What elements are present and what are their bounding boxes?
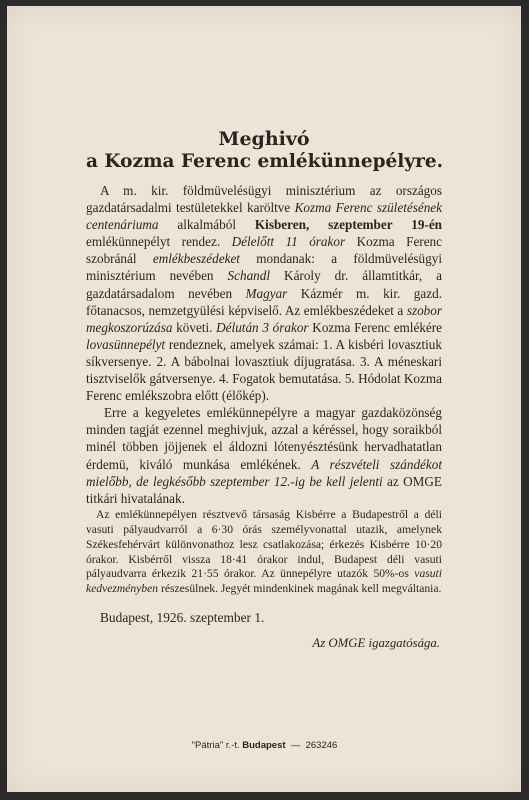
printer-imprint [0,740,529,751]
text-span: Kozma Ferenc szobránál [86,234,442,267]
text-span: emlékünnepélyt rendez. [86,234,232,250]
emphasis-registration-deadline: A részvételi szándékot mielőbb, de legkésőbb szeptember 12.-ig be kell jelenti [86,456,442,489]
text-span: Károly dr. államtitkár, a gazdatársadalom nevében [86,268,442,301]
text-span: Kozma Ferenc emlékére [308,319,443,335]
emphasis-wreath: szobor megkoszorúzása [86,302,442,335]
paragraph-program [86,182,442,404]
printer-city: Budapest [242,740,286,751]
printer-name: "Pátria" r.-t. [191,740,240,751]
emphasis-centenary: Kozma Ferenc születésének centenáriuma [86,200,442,233]
paragraph-travel [86,508,442,597]
emphasis-name-magyar: Magyar [245,285,288,301]
paragraph-invitation [86,404,442,507]
text-span: rendeznek, amelyek számai: 1. A kisbéri lovasztiuk síkversenye. 2. A bábolnai lovasztiuk díjugratása. 3. A méneskari tisztviselők gátversenye. 4. Fogatok bemutatása. 5. Hódolat Kozma Ferenc emlékszobra előtt (élőkép). [86,336,442,404]
text-span: mondanak: a földmüvelésügyi minisztérium nevében [86,251,442,284]
emphasis-place-date: Kisberen, szeptember 19-én [254,217,443,233]
text-span: A m. kir. földmüvelésügyi minisztérium az országos gazdatársadalmi testületekkel karöltve [86,183,442,216]
date-line: Budapest, 1926. szeptember 1. [100,610,265,626]
text-span: Erre a kegyeletes emlékünnepélyre a magyar gazdaközönség minden tagját ezennel meghivjuk, azzal a kéréssel, hogy soraikból minél többen jöjjenek el áldozni lótenyésztésünk hervadhatatlan érdemü, kiváló munkása emlékének. [86,405,442,472]
emphasis-morning-time: Délelőtt 11 órakor [231,234,346,250]
emphasis-rail-discount: vasuti kedvezményben [86,567,442,596]
text-span: követi. [172,319,217,335]
text-span: az OMGE titkári hivatalának. [86,473,442,506]
text-span: Az emlékünnepélyen résztvevő társaság Kisbérre a Budapestről a déli vasuti pályaudvarról a 6·30 órás személyvonattal utazik, amelynek Székesfehérvárt különvonathoz lesz csatlakozása; érkezés Kisbérre 10·20 órakor. Kisbérről vissza 18·41 órakor indul, Budapest déli vasuti pályaudvarra érkezik 21·55 órakor. Az ünnepélyre utazók 50%-os [86,507,442,581]
title-invitation: Meghivó [218,128,310,150]
text-span: részesülnek. Jegyét mindenkinek magának kell megváltania. [158,582,442,596]
invitation-body [86,128,442,652]
emphasis-speeches: emlékbeszédeket [152,251,240,267]
text-span: Kázmér m. kir. gazd. főtanacsos, nemzetgyülési képviselő. Az emlékbeszédeket a [86,285,442,318]
printer-number: 263246 [305,740,338,751]
title-subject: a Kozma Ferenc emlékünnepélyre. [86,151,444,172]
emphasis-afternoon-time: Délután 3 órakor [216,319,309,335]
text-span: alkalmából [158,217,255,233]
emphasis-horse-show: lovasünnepélyt [86,336,166,352]
emphasis-name-schandl: Schandl [227,268,271,284]
signature: Az OMGE igazgatósága. [312,636,440,651]
printer-dash: — [290,740,301,751]
